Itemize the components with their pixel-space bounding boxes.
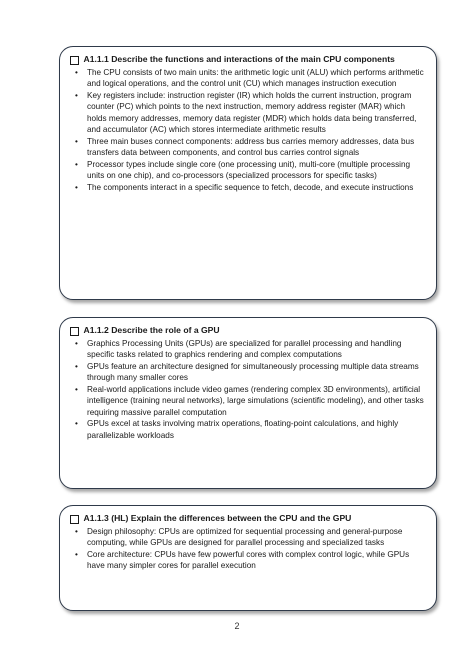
list-item: • Design philosophy: CPUs are optimized for sequential processing and general-purpose computing, while GPUs are designed for parallel processing and specialized tasks [75, 526, 403, 548]
section-card-gpu-role [59, 317, 437, 489]
bullet-icon: • [75, 419, 78, 429]
list-item: • The CPU consists of two main units: the arithmetic logic unit (ALU) which performs arithmetic and logical operations, and the control unit (CU) which manages instruction execution [75, 67, 424, 89]
list-item: • The components interact in a specific sequence to fetch, decode, and execute instructions [75, 182, 414, 192]
section-heading-text: A1.1.2 Describe the role of a GPU [83, 325, 220, 335]
bullet-list [70, 526, 426, 572]
bullet-icon: • [75, 67, 78, 77]
section-heading [70, 325, 426, 337]
bullet-icon: • [75, 182, 78, 192]
bullet-icon: • [75, 384, 78, 394]
bullet-icon: • [75, 338, 78, 348]
checkbox-icon [70, 327, 79, 336]
list-item: • Three main buses connect components: address bus carries memory addresses, data bus transfers data between components, and control bus carries control signals [75, 136, 415, 158]
list-item: • Processor types include single core (one processing unit), multi-core (multiple processing units on one chip), and co-processors (specialized processors for specific tasks) [75, 159, 411, 181]
list-item: • Core architecture: CPUs have few powerful cores with complex control logic, while GPUs have many simpler cores for parallel execution [75, 549, 410, 571]
list-item: • Key registers include: instruction register (IR) which holds the current instruction, program counter (PC) which points to the next instruction, memory address register (MAR) which holds memory addresses, memory data register (MDR) which holds data being transferred, and accumulator (AC) which stores intermediate arithmetic results [75, 90, 417, 135]
bullet-icon: • [75, 549, 78, 559]
section-card-cpu-gpu-differences [59, 505, 437, 611]
section-heading [70, 54, 426, 66]
bullet-icon: • [75, 90, 78, 100]
checkbox-icon [70, 56, 79, 65]
bullet-list [70, 338, 426, 442]
page-number: 2 [234, 621, 240, 631]
checkbox-icon [70, 515, 79, 524]
list-item: • Graphics Processing Units (GPUs) are specialized for parallel processing and handling specific tasks related to graphics rendering and complex computations [75, 338, 402, 360]
bullet-icon: • [75, 526, 78, 536]
section-heading-text: A1.1.3 (HL) Explain the differences between the CPU and the GPU [83, 513, 352, 523]
bullet-icon: • [75, 361, 78, 371]
section-card-cpu-components [59, 46, 437, 300]
bullet-icon: • [75, 136, 78, 146]
bullet-list [70, 67, 426, 194]
list-item: • GPUs feature an architecture designed for simultaneously processing multiple data streams through many smaller cores [75, 361, 419, 383]
section-heading [70, 513, 426, 525]
section-heading-text: A1.1.1 Describe the functions and interactions of the main CPU components [83, 54, 395, 64]
bullet-icon: • [75, 159, 78, 169]
list-item: • GPUs excel at tasks involving matrix operations, floating-point calculations, and highly parallelizable workloads [75, 419, 399, 440]
list-item: • Real-world applications include video games (rendering complex 3D environments), artificial intelligence (training neural networks), large simulations (scientific modeling), and other tasks requiring massive parallel computation [75, 384, 424, 417]
